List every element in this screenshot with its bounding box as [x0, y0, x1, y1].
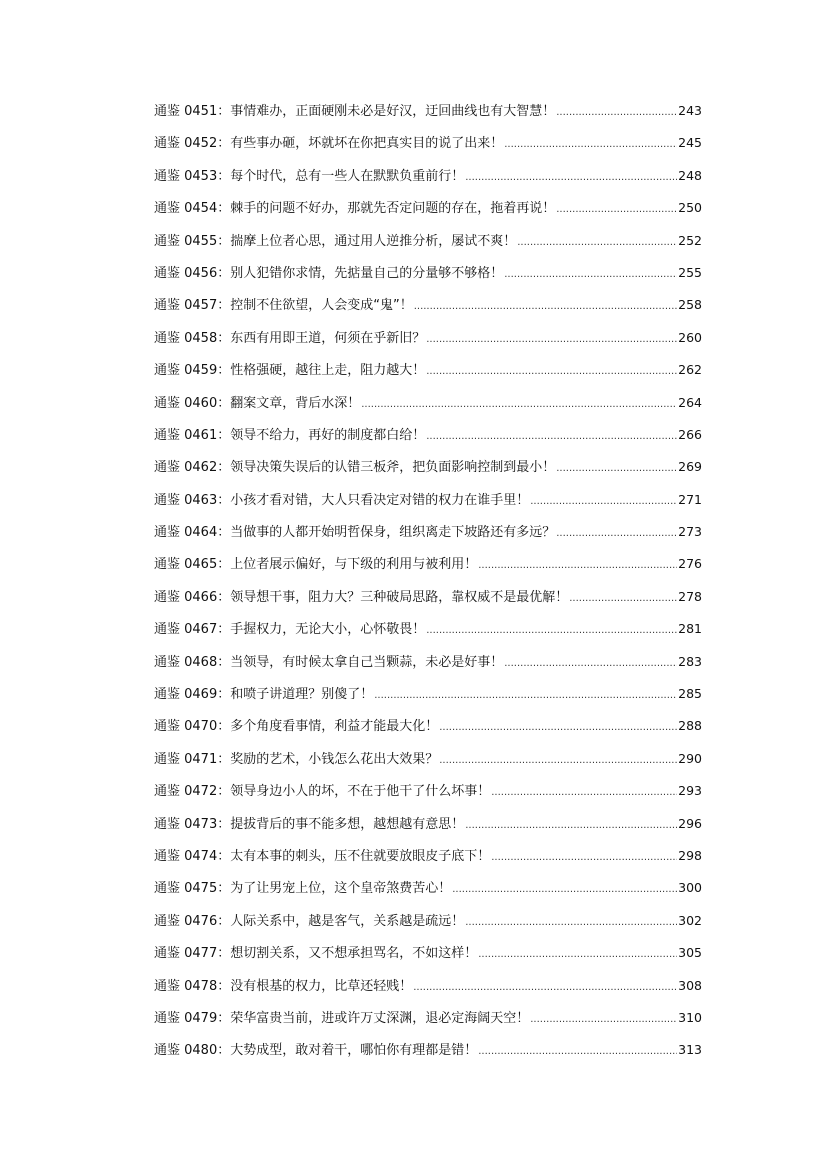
toc-dot-leader	[517, 237, 677, 248]
toc-dot-leader	[556, 204, 677, 215]
toc-entry[interactable]	[154, 1007, 702, 1039]
toc-entry-title: 没有根基的权力，比草还轻贱！	[230, 978, 413, 994]
toc-entry-title: 事情难办，正面硬刚未必是好汉，迂回曲线也有大智慧！	[230, 104, 556, 119]
toc-entry-page-number: 264	[678, 394, 702, 410]
toc-entry-title: 控制不住欲望，人会变成“鬼”！	[230, 298, 413, 314]
toc-entry[interactable]	[154, 715, 702, 747]
toc-entry-separator: ：	[217, 460, 231, 476]
toc-entry-page-number: 308	[678, 977, 702, 993]
toc-entry-title: 想切割关系，又不想承担骂名，不如这样！	[230, 946, 478, 962]
toc-entry-number: 通鉴 0473	[154, 816, 218, 832]
toc-entry-separator: ：	[217, 978, 231, 994]
toc-entry-title: 为了让男宠上位，这个皇帝煞费苦心！	[230, 881, 452, 897]
toc-entry[interactable]	[154, 618, 702, 650]
toc-entry-number: 通鉴 0469	[154, 687, 218, 703]
toc-entry-number: 通鉴 0462	[154, 460, 218, 476]
toc-entry-separator: ：	[217, 1043, 231, 1059]
toc-entry[interactable]	[154, 683, 702, 715]
toc-entry-number: 通鉴 0458	[154, 330, 218, 346]
toc-entry[interactable]	[154, 489, 702, 521]
toc-entry-separator: ：	[217, 265, 231, 281]
toc-entry[interactable]	[154, 294, 702, 326]
toc-entry-separator: ：	[217, 492, 231, 508]
toc-entry-number: 通鉴 0456	[154, 265, 218, 281]
toc-entry-separator: ：	[217, 751, 231, 767]
toc-entry-page-number: 313	[678, 1042, 702, 1058]
toc-entry-title: 领导身边小人的坏，不在于他干了什么坏事！	[230, 784, 491, 800]
toc-entry-number: 通鉴 0453	[154, 168, 218, 184]
toc-entry-page-number: 305	[678, 945, 702, 961]
toc-dot-leader	[413, 982, 677, 993]
table-of-contents	[154, 100, 702, 1072]
toc-entry[interactable]	[154, 197, 702, 229]
toc-entry-number: 通鉴 0464	[154, 525, 218, 541]
toc-dot-leader	[504, 269, 677, 280]
toc-entry[interactable]	[154, 780, 702, 812]
toc-entry-separator: ：	[217, 622, 231, 638]
toc-entry-separator: ：	[217, 427, 231, 443]
toc-entry-number: 通鉴 0457	[154, 298, 218, 314]
toc-entry-separator: ：	[217, 784, 231, 800]
toc-entry-number: 通鉴 0476	[154, 913, 218, 929]
toc-entry-title: 棘手的问题不好办，那就先否定问题的存在，拖着再说！	[230, 201, 556, 217]
toc-entry-page-number: 276	[678, 556, 702, 572]
toc-dot-leader	[504, 658, 677, 669]
toc-entry-page-number: 293	[678, 783, 702, 799]
toc-entry-separator: ：	[217, 557, 231, 573]
toc-entry-page-number: 245	[678, 135, 702, 151]
toc-entry-page-number: 243	[678, 103, 702, 118]
toc-dot-leader	[426, 431, 677, 442]
toc-entry[interactable]	[154, 424, 702, 456]
toc-dot-leader	[361, 399, 677, 410]
toc-entry-number: 通鉴 0471	[154, 751, 218, 767]
toc-entry-page-number: 266	[678, 426, 702, 442]
toc-entry-separator: ：	[217, 395, 231, 411]
toc-dot-leader	[530, 1014, 677, 1025]
toc-entry[interactable]	[154, 100, 702, 132]
toc-entry-page-number: 273	[678, 524, 702, 540]
toc-dot-leader	[556, 528, 677, 539]
toc-entry-separator: ：	[217, 913, 231, 929]
toc-entry[interactable]	[154, 132, 702, 164]
toc-entry-number: 通鉴 0465	[154, 557, 218, 573]
toc-dot-leader	[504, 139, 677, 150]
toc-entry-separator: ：	[217, 1010, 231, 1026]
toc-dot-leader	[478, 949, 677, 960]
toc-entry[interactable]	[154, 877, 702, 909]
toc-entry-number: 通鉴 0477	[154, 946, 218, 962]
toc-entry-title: 人际关系中，越是客气，关系越是疏远！	[230, 913, 465, 929]
toc-entry-title: 每个时代，总有一些人在默默负重前行！	[230, 168, 465, 184]
toc-entry-number: 通鉴 0474	[154, 848, 218, 864]
toc-entry-title: 领导想干事，阻力大？三种破局思路，靠权威不是最优解！	[230, 589, 569, 605]
toc-entry-page-number: 260	[678, 329, 702, 345]
toc-entry-page-number: 300	[678, 880, 702, 896]
toc-dot-leader	[478, 1046, 677, 1057]
toc-entry[interactable]	[154, 327, 702, 359]
toc-entry-number: 通鉴 0478	[154, 978, 218, 994]
toc-entry-page-number: 258	[678, 297, 702, 313]
toc-entry-number: 通鉴 0479	[154, 1010, 218, 1026]
toc-dot-leader	[439, 722, 677, 733]
toc-dot-leader	[556, 463, 677, 474]
toc-entry-page-number: 278	[678, 588, 702, 604]
toc-entry-number: 通鉴 0475	[154, 881, 218, 897]
toc-entry-separator: ：	[217, 654, 231, 670]
toc-entry[interactable]	[154, 910, 702, 942]
toc-dot-leader	[530, 496, 677, 507]
toc-dot-leader	[569, 593, 677, 604]
toc-dot-leader	[465, 820, 677, 831]
toc-entry-title: 荣华富贵当前，进或许万丈深渊，退必定海阔天空！	[230, 1010, 530, 1026]
toc-entry-separator: ：	[217, 848, 231, 864]
toc-dot-leader	[478, 560, 677, 571]
toc-entry[interactable]	[154, 1039, 702, 1071]
toc-entry-page-number: 248	[678, 167, 702, 183]
toc-entry-page-number: 310	[678, 1009, 702, 1025]
toc-entry[interactable]	[154, 553, 702, 585]
toc-entry-title: 太有本事的刺头，压不住就要放眼皮子底下！	[230, 848, 491, 864]
toc-entry[interactable]	[154, 230, 702, 262]
toc-dot-leader	[491, 852, 677, 863]
toc-entry-page-number: 269	[678, 459, 702, 475]
toc-entry[interactable]	[154, 359, 702, 391]
toc-entry-page-number: 298	[678, 847, 702, 863]
toc-dot-leader	[426, 334, 677, 345]
toc-entry-title: 有些事办砸，坏就坏在你把真实目的说了出来！	[230, 136, 504, 152]
toc-entry-number: 通鉴 0472	[154, 784, 218, 800]
toc-entry-title: 领导不给力，再好的制度都白给！	[230, 427, 426, 443]
toc-entry-number: 通鉴 0463	[154, 492, 218, 508]
toc-entry[interactable]	[154, 456, 702, 488]
toc-entry-number: 通鉴 0454	[154, 201, 218, 217]
toc-entry-separator: ：	[217, 330, 231, 346]
toc-entry-title: 提拔背后的事不能多想，越想越有意思！	[230, 816, 465, 832]
toc-entry-title: 东西有用即王道，何须在乎新旧？	[230, 330, 426, 346]
toc-entry-page-number: 250	[678, 200, 702, 216]
toc-entry-page-number: 252	[678, 232, 702, 248]
toc-entry-title: 手握权力，无论大小，心怀敬畏！	[230, 622, 426, 638]
toc-entry-page-number: 283	[678, 653, 702, 669]
toc-entry-page-number: 290	[678, 750, 702, 766]
toc-dot-leader	[426, 625, 677, 636]
toc-entry[interactable]	[154, 748, 702, 780]
toc-entry-number: 通鉴 0466	[154, 589, 218, 605]
toc-entry-title: 小孩才看对错，大人只看决定对错的权力在谁手里！	[230, 492, 530, 508]
toc-entry-title: 翻案文章，背后水深！	[230, 395, 361, 411]
toc-entry-separator: ：	[217, 881, 231, 897]
toc-entry-number: 通鉴 0455	[154, 233, 218, 249]
toc-entry-title: 当做事的人都开始明哲保身，组织离走下坡路还有多远？	[230, 525, 556, 541]
toc-entry-separator: ：	[217, 104, 231, 119]
toc-entry-separator: ：	[217, 816, 231, 832]
toc-entry-title: 奖励的艺术，小钱怎么花出大效果？	[230, 751, 439, 767]
toc-entry-separator: ：	[217, 136, 231, 152]
toc-dot-leader	[556, 107, 677, 118]
toc-entry-page-number: 255	[678, 264, 702, 280]
toc-entry-number: 通鉴 0468	[154, 654, 218, 670]
toc-entry[interactable]	[154, 942, 702, 974]
toc-entry-number: 通鉴 0467	[154, 622, 218, 638]
toc-entry[interactable]	[154, 845, 702, 877]
toc-entry[interactable]	[154, 521, 702, 553]
toc-entry-page-number: 262	[678, 362, 702, 378]
toc-dot-leader	[491, 787, 677, 798]
toc-entry-page-number: 302	[678, 912, 702, 928]
toc-entry[interactable]	[154, 586, 702, 618]
toc-entry-title: 多个角度看事情，利益才能最大化！	[230, 719, 439, 735]
toc-entry-separator: ：	[217, 201, 231, 217]
toc-entry-title: 领导决策失误后的认错三板斧，把负面影响控制到最小！	[230, 460, 556, 476]
toc-entry-number: 通鉴 0470	[154, 719, 218, 735]
toc-entry-separator: ：	[217, 687, 231, 703]
toc-dot-leader	[414, 301, 677, 312]
toc-dot-leader	[452, 884, 677, 895]
toc-entry[interactable]	[154, 392, 702, 424]
toc-entry-title: 揣摩上位者心思，通过用人逆推分析，屡试不爽！	[230, 233, 517, 249]
toc-entry-number: 通鉴 0480	[154, 1043, 218, 1059]
toc-entry-title: 大势成型，敢对着干，哪怕你有理都是错！	[230, 1043, 478, 1059]
toc-entry-number: 通鉴 0452	[154, 136, 218, 152]
toc-entry-separator: ：	[217, 525, 231, 541]
toc-entry-title: 性格强硬，越往上走，阻力越大！	[230, 363, 426, 379]
toc-entry-separator: ：	[217, 298, 231, 314]
toc-entry-separator: ：	[217, 946, 231, 962]
toc-entry-separator: ：	[217, 363, 231, 379]
toc-entry-number: 通鉴 0451	[154, 104, 218, 119]
toc-entry[interactable]	[154, 165, 702, 197]
toc-entry-title: 上位者展示偏好，与下级的利用与被利用！	[230, 557, 478, 573]
toc-entry-page-number: 296	[678, 815, 702, 831]
toc-entry[interactable]	[154, 262, 702, 294]
toc-entry-title: 别人犯错你求情，先掂量自己的分量够不够格！	[230, 265, 504, 281]
toc-dot-leader	[465, 917, 677, 928]
toc-entry-page-number: 285	[678, 686, 702, 702]
toc-entry-page-number: 288	[678, 718, 702, 734]
toc-dot-leader	[465, 172, 677, 183]
toc-entry-page-number: 271	[678, 491, 702, 507]
toc-entry-number: 通鉴 0461	[154, 427, 218, 443]
toc-entry-page-number: 281	[678, 621, 702, 637]
toc-entry-separator: ：	[217, 719, 231, 735]
toc-entry-separator: ：	[217, 589, 231, 605]
toc-entry-title: 当领导，有时候太拿自己当颗蒜，未必是好事！	[230, 654, 504, 670]
toc-entry-number: 通鉴 0459	[154, 363, 218, 379]
toc-entry[interactable]	[154, 651, 702, 683]
toc-entry[interactable]	[154, 975, 702, 1007]
toc-entry-number: 通鉴 0460	[154, 395, 218, 411]
toc-dot-leader	[374, 690, 677, 701]
toc-entry[interactable]	[154, 813, 702, 845]
toc-entry-title: 和喷子讲道理？别傻了！	[230, 687, 374, 703]
toc-entry-separator: ：	[217, 168, 231, 184]
toc-entry-separator: ：	[217, 233, 231, 249]
toc-dot-leader	[439, 755, 677, 766]
toc-dot-leader	[426, 366, 677, 377]
